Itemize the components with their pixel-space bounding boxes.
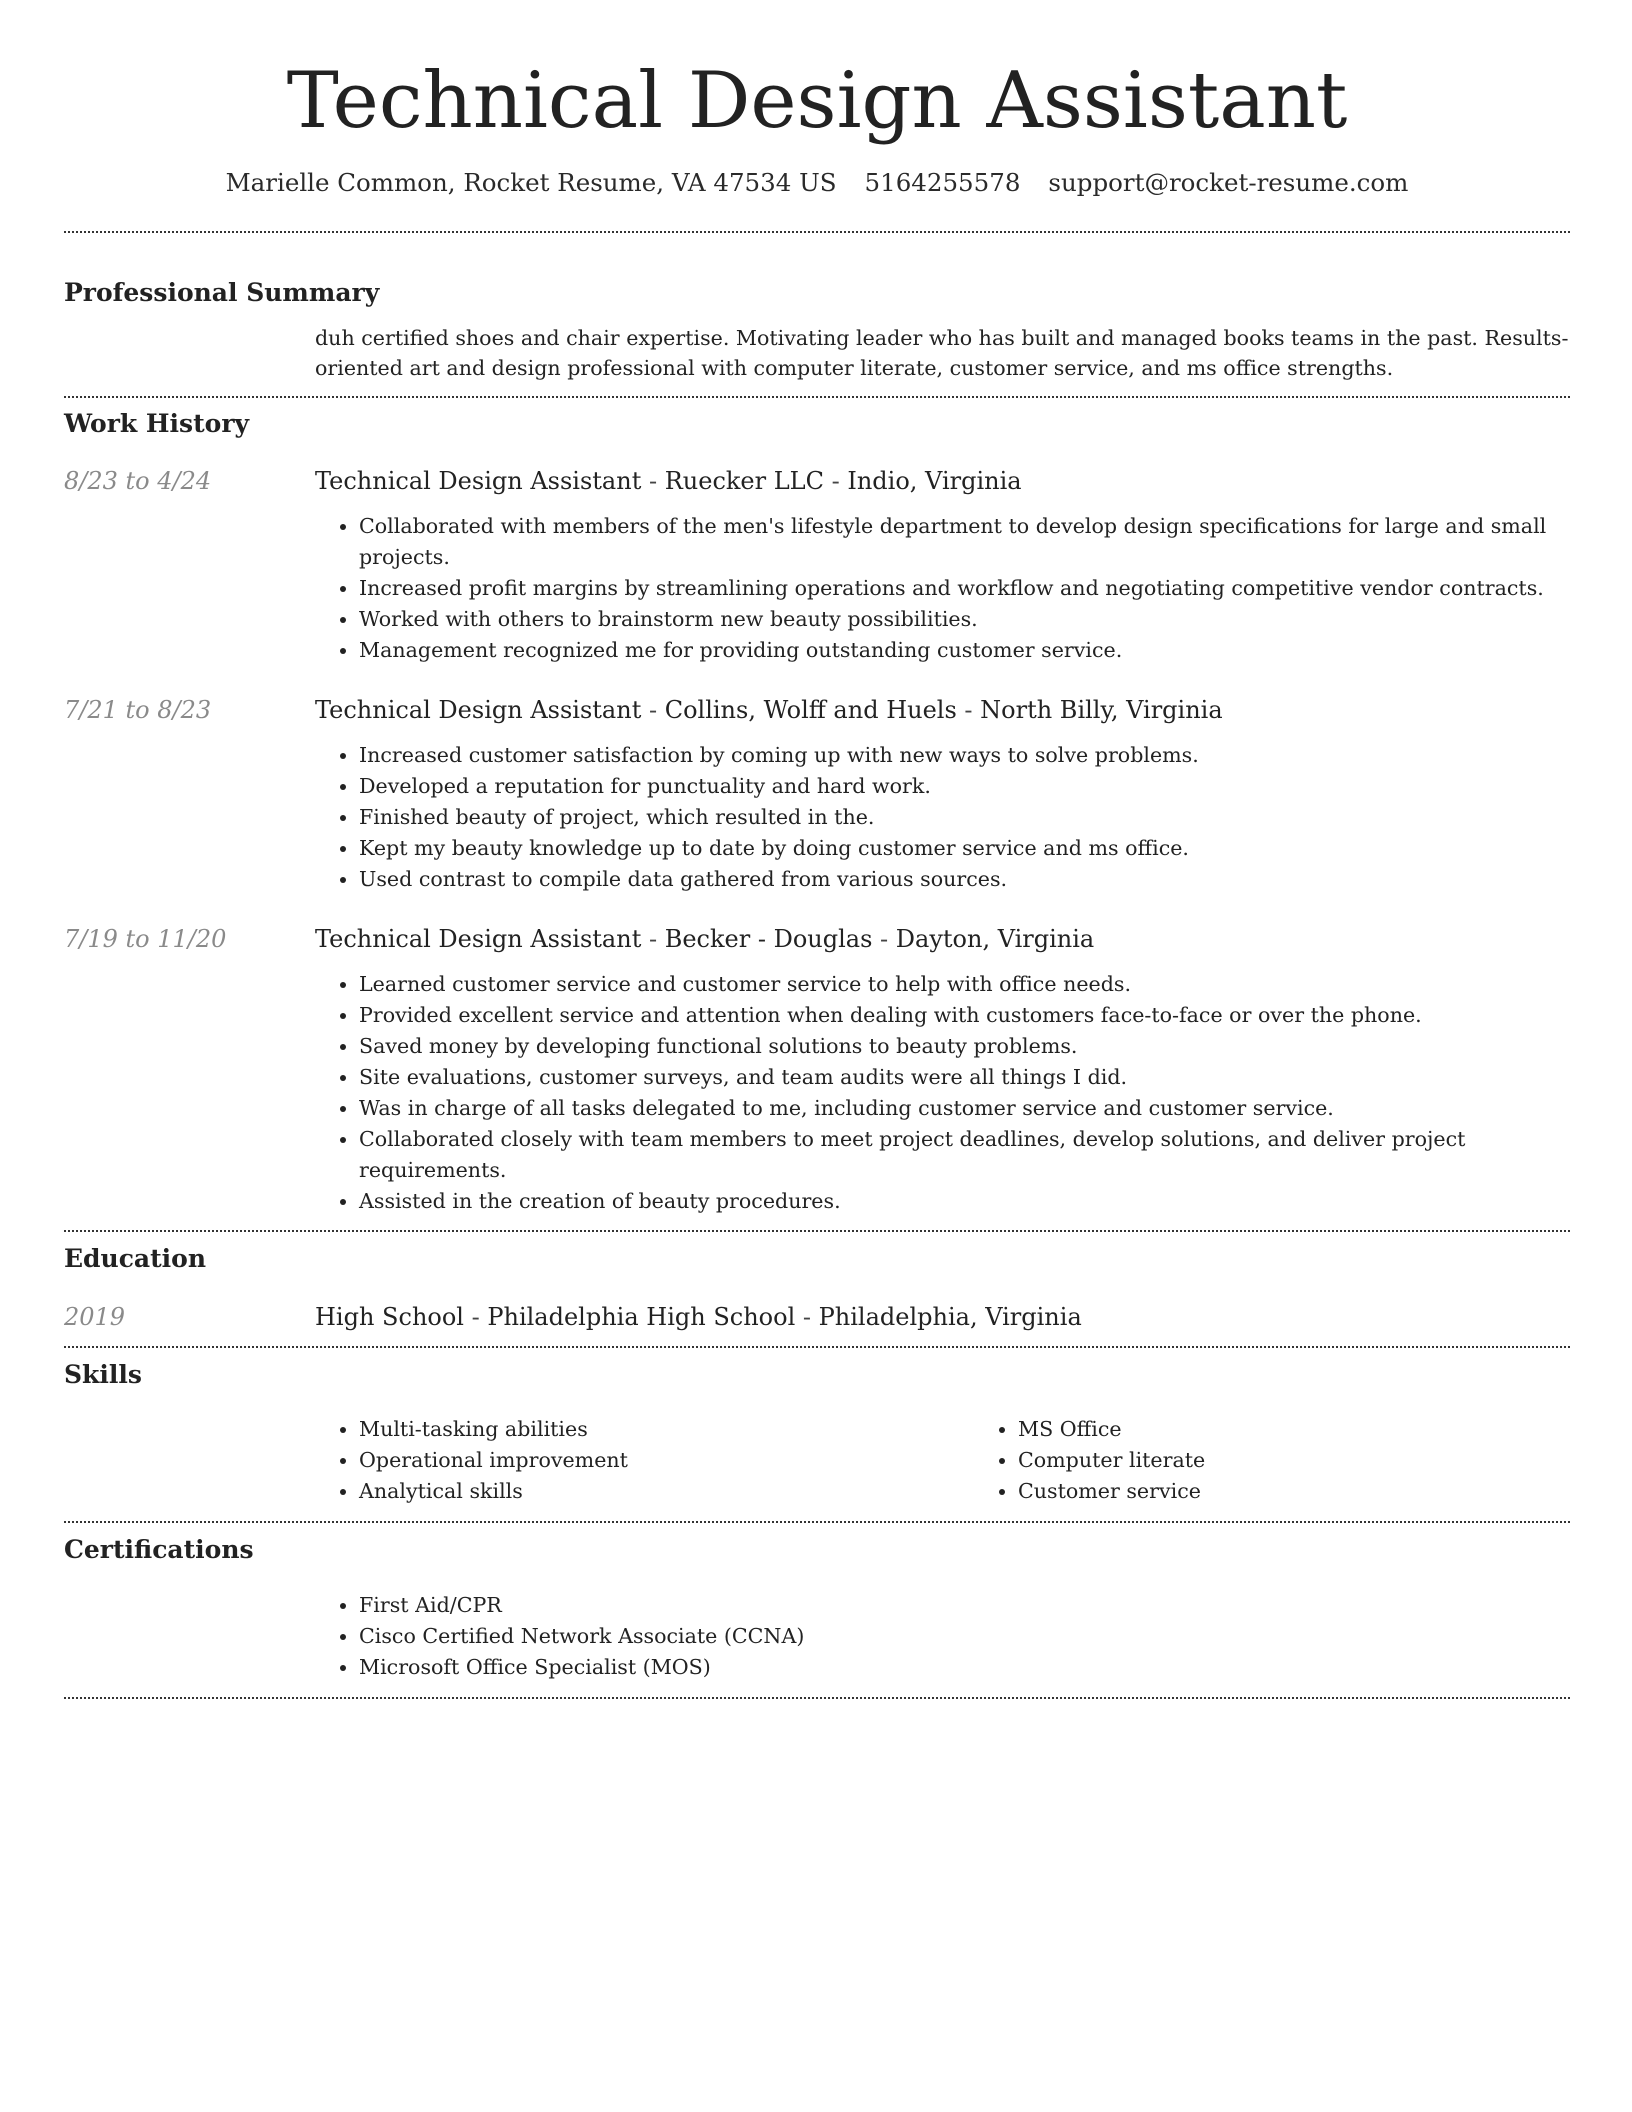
education-degree: High School [315, 1303, 464, 1331]
contact-phone: 5164255578 [864, 168, 1021, 197]
list-item: • Used contrast to compile data gathered from various sources. [359, 864, 1570, 895]
contact-email: support@rocket-resume.com [1048, 168, 1409, 197]
job-heading: Technical Design Assistant - Ruecker LLC - Indio, Virginia [315, 467, 1022, 495]
section-divider [64, 231, 1570, 233]
job-bullets [315, 969, 1570, 1217]
section-divider [64, 1230, 1570, 1232]
job-bullets [315, 511, 1570, 666]
education-school: Philadelphia High School [487, 1303, 796, 1331]
education-year: 2019 [64, 1303, 126, 1331]
job-entry [64, 923, 1570, 1217]
list-item: • Microsoft Office Specialist (MOS) [359, 1652, 1570, 1683]
section-divider [64, 1521, 1570, 1523]
list-item: • Cisco Certified Network Associate (CCNA) [359, 1621, 1570, 1652]
list-item: • Operational improvement [359, 1445, 974, 1476]
job-company: Becker - Douglas [664, 925, 873, 953]
list-item: • Learned customer service and customer service to help with office needs. [359, 969, 1570, 1000]
certifications-list [315, 1590, 1570, 1683]
skills-list-left [315, 1414, 974, 1507]
job-entry [64, 694, 1570, 895]
job-location: Indio, Virginia [847, 467, 1022, 495]
section-heading-work-history: Work History [64, 409, 250, 438]
list-item: • Collaborated with members of the men's lifestyle department to develop design specifications for large and small projects. [359, 511, 1570, 573]
job-dates: 7/21 to 8/23 [64, 696, 212, 724]
job-title: Technical Design Assistant [315, 467, 642, 495]
list-item: • Increased customer satisfaction by coming up with new ways to solve problems. [359, 740, 1570, 771]
list-item: • Multi-tasking abilities [359, 1414, 974, 1445]
list-item: • First Aid/CPR [359, 1590, 1570, 1621]
summary-text: duh certified shoes and chair expertise. Motivating leader who has built and managed books teams in the past. Results-oriented art and design professional with computer literate, customer service, and ms office strengths. [315, 326, 1569, 380]
job-dates: 7/19 to 11/20 [64, 925, 227, 953]
list-item: • Saved money by developing functional solutions to beauty problems. [359, 1031, 1570, 1062]
contact-address: Marielle Common, Rocket Resume, VA 47534 US [225, 168, 837, 197]
section-heading-skills: Skills [64, 1360, 142, 1389]
list-item: • Collaborated closely with team members to meet project deadlines, develop solutions, and deliver project requirements. [359, 1124, 1570, 1186]
list-item: • Analytical skills [359, 1476, 974, 1507]
contact-line [64, 166, 1570, 200]
job-company: Collins, Wolff and Huels [664, 696, 957, 724]
job-heading: Technical Design Assistant - Becker - Douglas - Dayton, Virginia [315, 925, 1095, 953]
list-item: • Provided excellent service and attention when dealing with customers face-to-face or over the phone. [359, 1000, 1570, 1031]
skills-section [64, 1359, 1570, 1507]
section-divider [64, 1346, 1570, 1348]
list-item: • Site evaluations, customer surveys, and team audits were all things I did. [359, 1062, 1570, 1093]
work-history-section [64, 408, 1570, 1217]
education-location: Philadelphia, Virginia [818, 1303, 1082, 1331]
list-item: • Management recognized me for providing outstanding customer service. [359, 635, 1570, 666]
page-title: Technical Design Assistant [286, 56, 1348, 146]
job-dates: 8/23 to 4/24 [64, 467, 212, 495]
section-heading-summary: Professional Summary [64, 278, 380, 307]
list-item: • Computer literate [1018, 1445, 1632, 1476]
section-heading-certifications: Certifications [64, 1535, 254, 1564]
list-item: • Developed a reputation for punctuality and hard work. [359, 771, 1570, 802]
list-item: • Was in charge of all tasks delegated to me, including customer service and customer service. [359, 1093, 1570, 1124]
skills-list-right [974, 1414, 1632, 1507]
job-entry [64, 465, 1570, 666]
job-bullets [315, 740, 1570, 895]
job-title: Technical Design Assistant [315, 696, 642, 724]
section-heading-education: Education [64, 1244, 207, 1273]
job-heading: Technical Design Assistant - Collins, Wolff and Huels - North Billy, Virginia [315, 696, 1223, 724]
section-divider [64, 396, 1570, 398]
list-item: • Customer service [1018, 1476, 1632, 1507]
list-item: • Finished beauty of project, which resulted in the. [359, 802, 1570, 833]
job-location: North Billy, Virginia [980, 696, 1223, 724]
list-item: • Kept my beauty knowledge up to date by doing customer service and ms office. [359, 833, 1570, 864]
list-item: • Assisted in the creation of beauty procedures. [359, 1186, 1570, 1217]
education-heading: High School - Philadelphia High School - Philadelphia, Virginia [315, 1303, 1082, 1331]
section-divider [64, 1697, 1570, 1699]
education-entry [64, 1301, 1570, 1333]
resume-page [64, 0, 1570, 1699]
resume-header [64, 0, 1570, 200]
education-section [64, 1243, 1570, 1333]
list-item: • Increased profit margins by streamlining operations and workflow and negotiating competitive vendor contracts. [359, 573, 1570, 604]
job-location: Dayton, Virginia [895, 925, 1095, 953]
list-item: • Worked with others to brainstorm new beauty possibilities. [359, 604, 1570, 635]
certifications-section [64, 1534, 1570, 1683]
summary-section [64, 277, 1570, 383]
job-title: Technical Design Assistant [315, 925, 642, 953]
list-item: • MS Office [1018, 1414, 1632, 1445]
job-company: Ruecker LLC [664, 467, 824, 495]
